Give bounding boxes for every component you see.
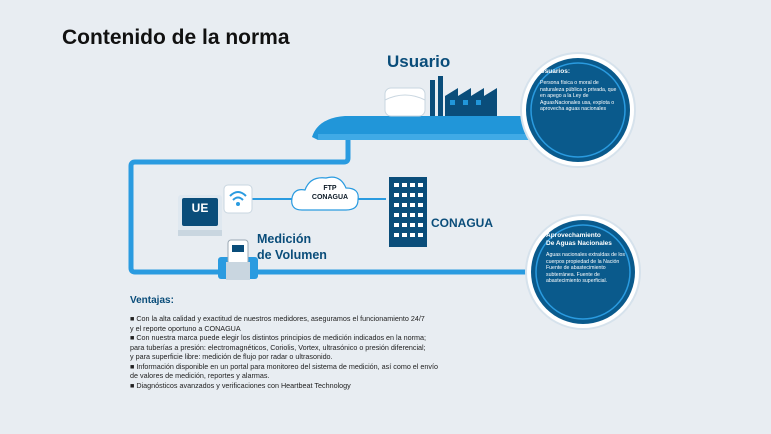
medicion-line2: de Volumen [257,248,327,262]
ventajas-list [130,314,470,390]
ventajas-line: de valores de medición, reportes y alarmas. [130,371,270,380]
ftp-label-line1: FTP [323,185,337,192]
medicion-label [257,231,327,263]
page-title: Contenido de la norma [62,26,290,49]
ventajas-line: y el reporte oportuno a CONAGUA [130,323,241,333]
ventajas-heading: Ventajas: [130,295,174,306]
ventajas-line: ■ Diagnósticos avanzados y verificaciones con Heartbeat Technology [130,380,351,390]
usuario-info-heading: Usuarios: [540,68,570,75]
ftp-cloud-label [298,184,362,202]
ventajas-line: ■ Con la alta calidad y exactitud de nuestros medidores, aseguramos el funcionamiento 24/7 [130,314,425,323]
ventajas-line: para tuberías a presión: electromagnéticos, Coriolis, Vortex, ultrasónico o presión diferencial; [130,342,426,352]
usuario-info-body: Persona física o moral de naturaleza pública o privada, que en apego a la Ley de AguasNacionales usa, explota o aprovecha aguas nacionales [540,80,617,113]
ftp-label-line2: CONAGUA [311,194,349,201]
usuario-label: Usuario [387,52,451,71]
conagua-building-icon [389,177,427,247]
aprovechamiento-info-body: Aguas nacionales extraídas de los cuerpos propiedad de la Nación Fuente de abastecimiento subterránea. Fuente de abastecimiento superficial. [546,252,626,285]
medicion-line1: Medición [257,232,312,246]
usuario-info-text [540,68,622,113]
ue-label: UE [191,201,209,215]
conagua-label: CONAGUA [431,216,493,230]
ventajas-line: y para superficie libre: medición de flujo por radar o ultrasonido. [130,352,333,361]
wifi-icon [224,185,252,213]
ventajas-line: ■ Información disponible en un portal para monitoreo del sistema de medición, así como el envío [130,361,438,371]
aprovechamiento-heading-line2: De Aguas Nacionales [546,240,612,247]
ventajas-line: ■ Con nuestra marca puede elegir los distintos principios de medición indicados en la norma; [130,333,426,342]
aprovechamiento-heading-line1: Aprovechamiento [546,232,601,239]
flowmeter-icon [218,240,258,280]
aprovechamiento-info-heading [546,232,632,248]
factory-icon [385,76,497,116]
aprovechamiento-info-text [546,232,632,285]
